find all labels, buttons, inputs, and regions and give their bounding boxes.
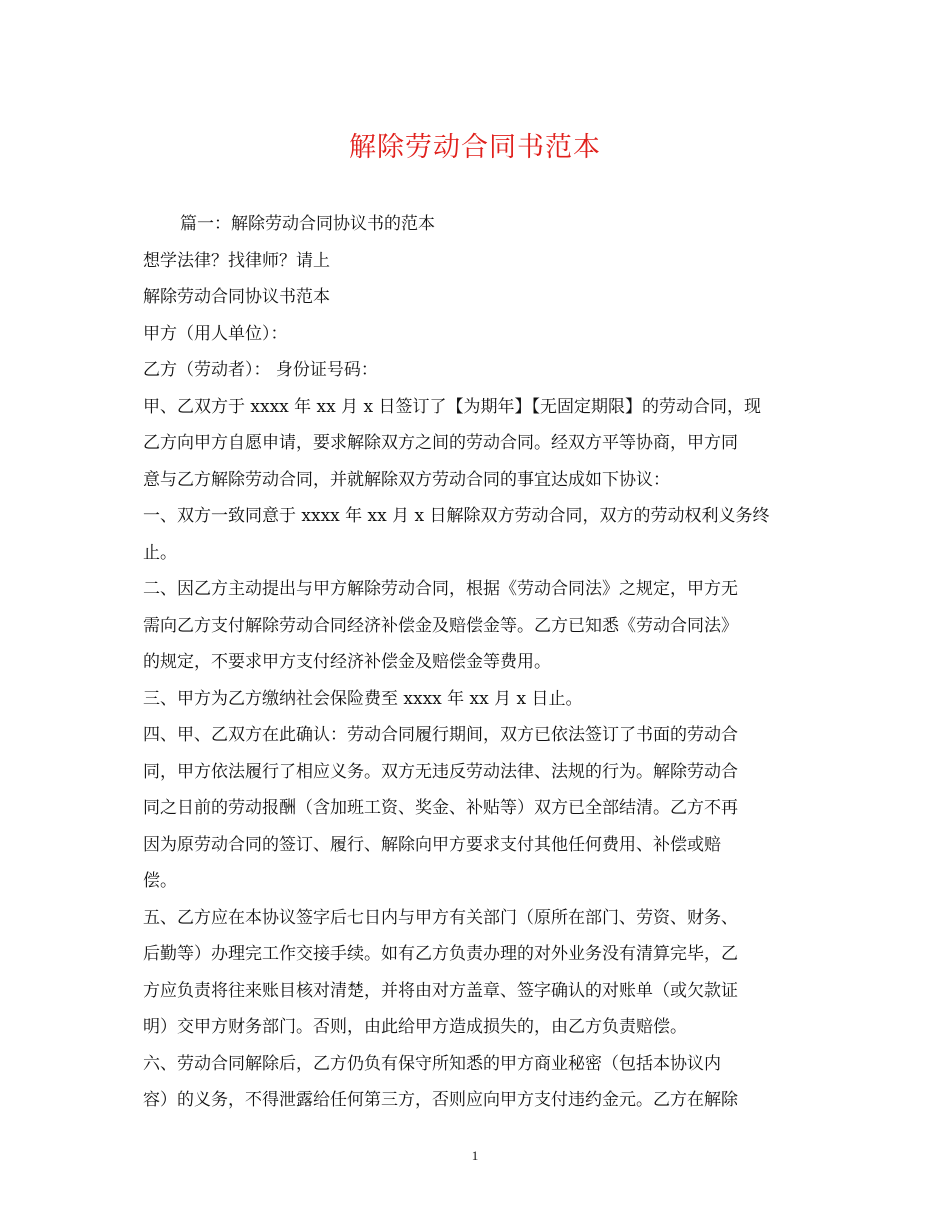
clause-6-line: 六、劳动合同解除后，乙方仍负有保守所知悉的甲方商业秘密（包括本协议内	[143, 1053, 721, 1074]
party-a-line: 甲方（用人单位）：	[143, 323, 288, 344]
clause-2-line: 需向乙方支付解除劳动合同经济补偿金及赔偿金等。乙方已知悉《劳动合同法》	[143, 615, 738, 636]
clause-2-line: 二、因乙方主动提出与甲方解除劳动合同，根据《劳动合同法》之规定，甲方无	[143, 579, 738, 599]
text-line: 想学法律？找律师？请上	[143, 250, 330, 271]
clause-5-line: 后勤等）办理完工作交接手续。如有乙方负责办理的对外业务没有清算完毕，乙	[143, 944, 738, 964]
clause-5-line: 方应负责将往来账目核对清楚，并将由对方盖章、签字确认的对账单（或欠款证	[143, 980, 738, 1001]
clause-4-line: 四、甲、乙双方在此确认：劳动合同履行期间，双方已依法签订了书面的劳动合	[143, 725, 738, 745]
document-body	[143, 206, 811, 1119]
clause-4-line: 同，甲方依法履行了相应义务。双方无违反劳动法律、法规的行为。解除劳动合	[143, 761, 738, 782]
clause-6-line: 容）的义务，不得泄露给任何第三方，否则应向甲方支付违约金元。乙方在解除	[143, 1090, 738, 1110]
section-heading: 篇一：解除劳动合同协议书的范本	[180, 214, 435, 234]
clause-5-line: 五、乙方应在本协议签字后七日内与甲方有关部门（原所在部门、劳资、财务、	[143, 907, 738, 928]
text-line: 意与乙方解除劳动合同，并就解除双方劳动合同的事宜达成如下协议：	[143, 469, 670, 490]
clause-5-line: 明）交甲方财务部门。否则，由此给甲方造成损失的，由乙方负责赔偿。	[143, 1017, 687, 1037]
clause-4-line: 偿。	[143, 871, 177, 891]
party-b-line: 乙方（劳动者）： 身份证号码：	[143, 360, 378, 380]
clause-1-line: 止。	[143, 542, 177, 563]
clause-4-line: 同之日前的劳动报酬（含加班工资、奖金、补贴等）双方已全部结清。乙方不再	[143, 798, 738, 818]
agreement-title: 解除劳动合同协议书范本	[143, 287, 330, 307]
document-title: 解除劳动合同书范本	[349, 132, 601, 163]
clause-2-line: 的规定，不要求甲方支付经济补偿金及赔偿金等费用。	[143, 652, 551, 672]
clause-3-line: 三、甲方为乙方缴纳社会保险费至 xxxx 年 xx 月 x 日止。	[143, 688, 583, 709]
clause-4-line: 因为原劳动合同的签订、履行、解除向甲方要求支付其他任何费用、补偿或赔	[143, 834, 721, 855]
text-line: 甲、乙双方于 xxxx 年 xx 月 x 日签订了【为期年】【无固定期限】的劳动合同，现	[143, 396, 762, 417]
text-line: 乙方向甲方自愿申请，要求解除双方之间的劳动合同。经双方平等协商，甲方同	[143, 433, 738, 453]
clause-1-line: 一、双方一致同意于 xxxx 年 xx 月 x 日解除双方劳动合同，双方的劳动权利义务终	[143, 506, 770, 526]
page-number: 1	[471, 1148, 479, 1163]
